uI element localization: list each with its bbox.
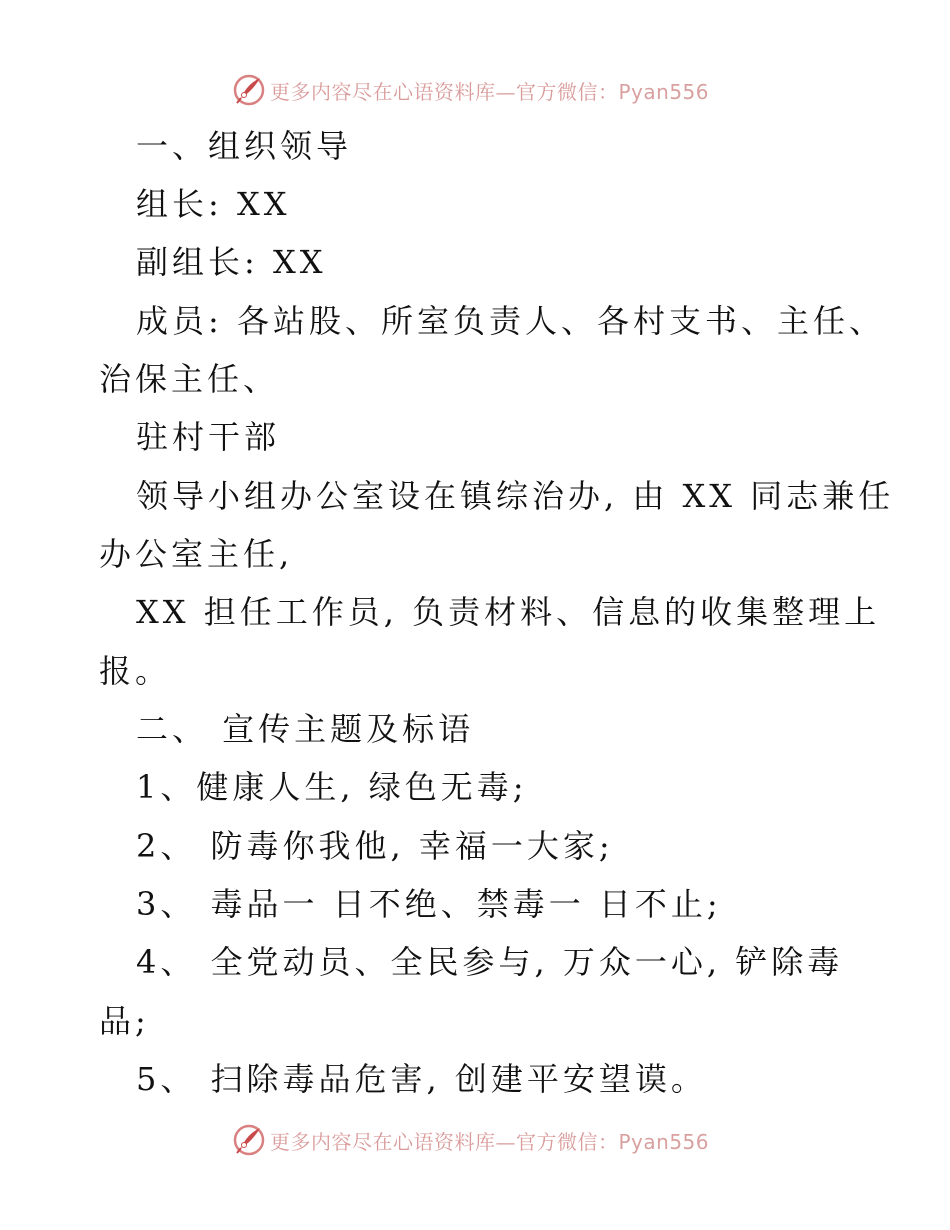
header-banner [232,72,709,108]
list-item: 3、 毒品一 日不绝、禁毒一 日不止; [136,885,722,923]
banner-wechat-id: Pyan556 [618,79,710,104]
list-item: 5、 扫除毒品危害, 创建平安望谟。 [136,1060,707,1098]
text-line: 报。 [99,652,172,690]
list-item: 2、 防毒你我他, 幸福一大家; [136,827,614,865]
text-line: 治保主任、 [99,360,280,398]
footer-banner [232,1122,709,1158]
text-line: 领导小组办公室设在镇综治办, 由 XX 同志兼任 [136,477,895,515]
banner-text: 更多内容尽在心语资料库—官方微信：Pyan556 [270,79,710,104]
list-item: 4、 全党动员、全民参与, 万众一心, 铲除毒 [136,943,844,981]
text-line: 办公室主任, [99,535,294,573]
text-line: 驻村干部 [136,418,281,456]
heading-organization: 一、组织领导 [136,127,353,165]
heading-slogans: 二、 宣传主题及标语 [136,710,475,748]
text-line: 副组长: XX [136,243,327,281]
text-line: 品; [99,1002,150,1040]
feather-pen-logo [232,1123,266,1157]
list-item: 1、健康人生, 绿色无毒; [136,768,528,806]
text-line: 组长: XX [136,185,291,223]
banner-text: 更多内容尽在心语资料库—官方微信：Pyan556 [270,1129,710,1154]
feather-pen-logo [232,73,266,107]
banner-wechat-id: Pyan556 [618,1129,710,1154]
text-line: 成员: 各站股、所室负责人、各村支书、主任、 [136,302,885,340]
text-line: XX 担任工作员, 负责材料、信息的收集整理上 [136,593,881,631]
